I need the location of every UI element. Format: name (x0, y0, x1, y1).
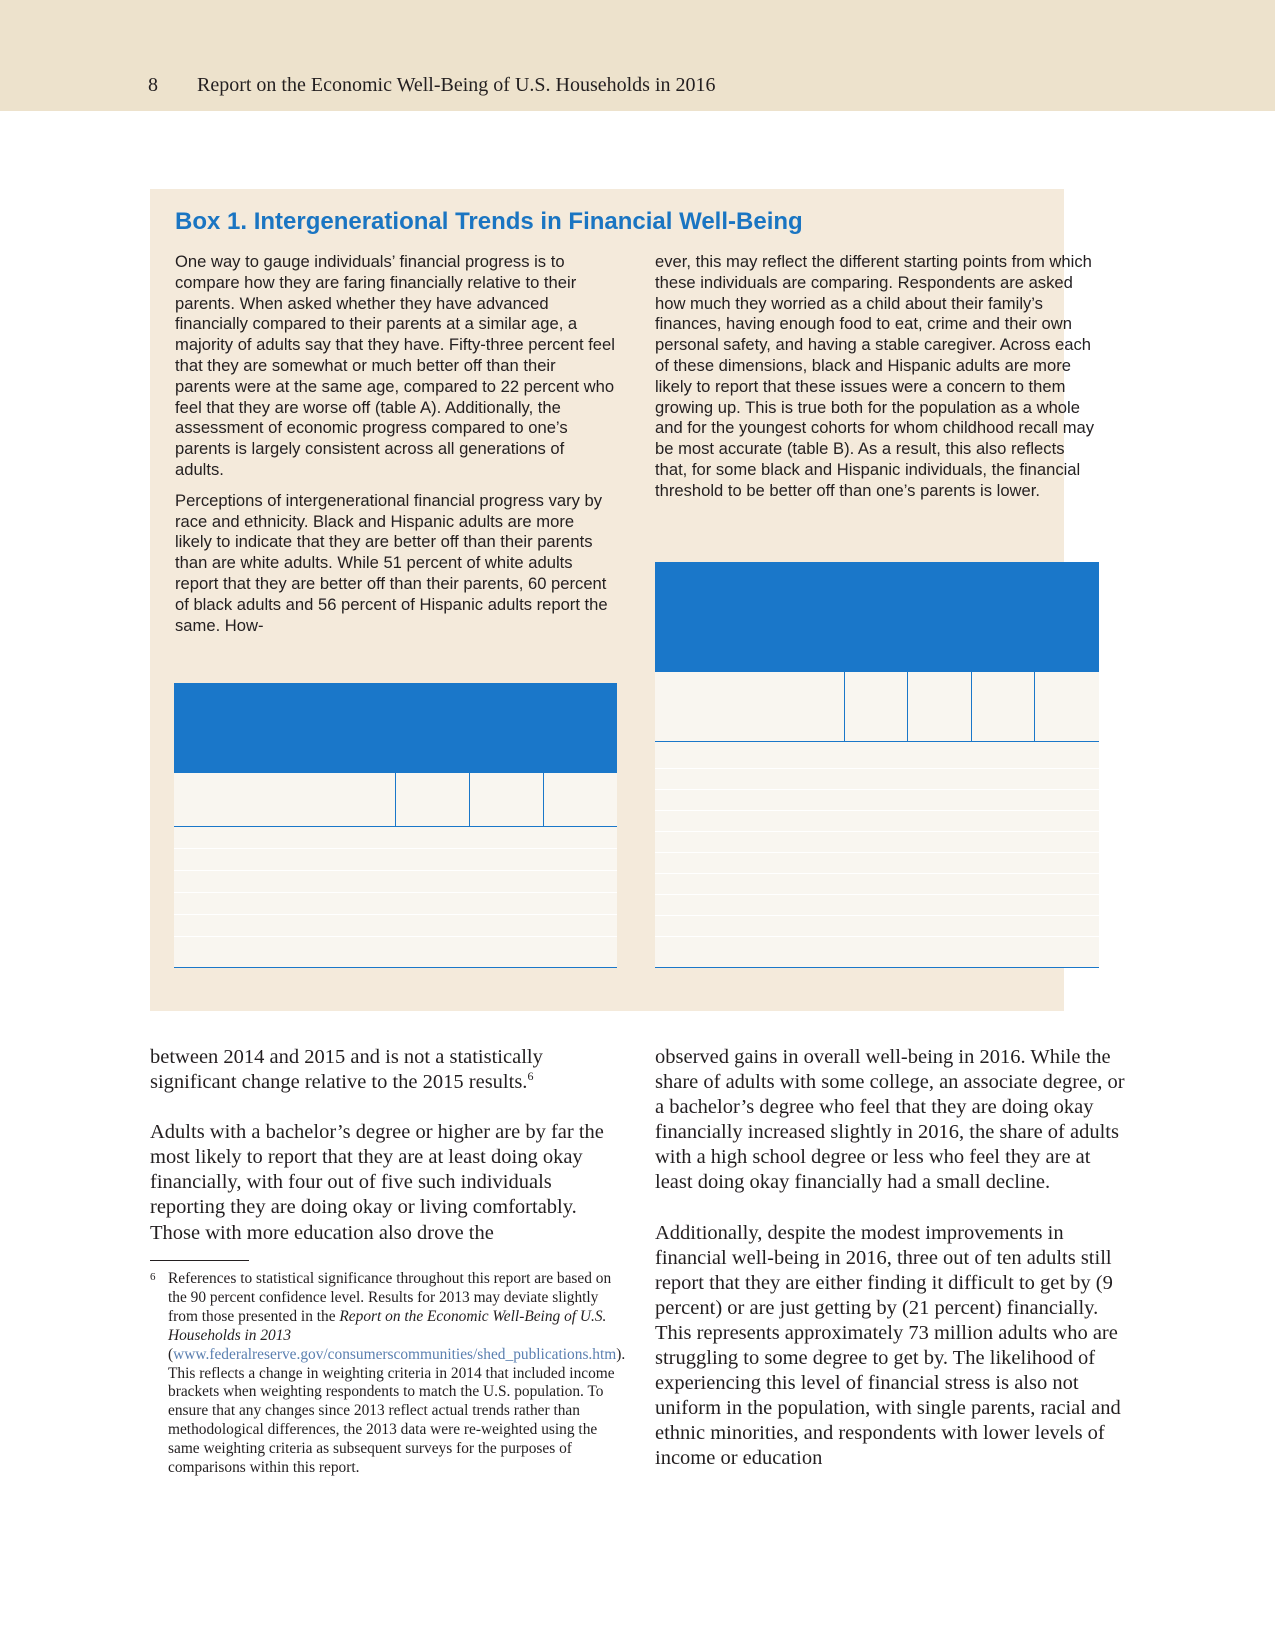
table-row (655, 789, 1099, 790)
table-row (174, 870, 617, 871)
footnote-link[interactable]: www.federalreserve.gov/consumerscommunities/shed_publications.htm (173, 1345, 617, 1363)
body-paragraph (150, 1045, 610, 1095)
page-number: 8 (148, 74, 158, 96)
body-paragraph: Adults with a bachelor’s degree or higher are by far the most likely to report that they are at least doing okay financially, with four out of five such individuals reporting they are doing okay or living comfortably. Those with more education also drove the (150, 1121, 604, 1244)
box-paragraph: ever, this may reflect the different starting points from which these individuals are comparing. Respondents are asked how much they worried as a child about their family’s finances, having enough food to eat, crime and their own personal safety, and having a stable caregiver. Across each of these dimensions, black and Hispanic adults are more likely to report that these issues were a concern to them growing up. This is true both for the population as a whole and for the youngest cohorts for whom childhood recall may be most accurate (table B). As a result, this also reflects that, for some black and Hispanic individuals, the financial threshold to be better off than one’s parents is lower. (655, 252, 1095, 500)
table-row (655, 831, 1099, 832)
body-paragraph: observed gains in overall well-being in 2016. While the share of adults with some college, an associate degree, or a bachelor’s degree who feel that they are doing okay financially increased slightly in 2016, the share of adults with a high school degree or less who feel they are at least doing okay financially had a small decline. (655, 1046, 1125, 1194)
footnote-rule (150, 1260, 249, 1261)
table-row (655, 810, 1099, 811)
column-rule (395, 773, 396, 826)
column-rule (907, 672, 908, 741)
table-a-column-headers (174, 773, 617, 827)
box-title: Box 1. Intergenerational Trends in Financial Well-Being (175, 208, 803, 235)
footnote-report-title: Report on the Economic Well-Being of U.S. Households in 2013 (168, 1307, 607, 1344)
footnote-text: ( (168, 1345, 174, 1363)
table-b (655, 562, 1099, 968)
table-b-column-headers (655, 672, 1099, 742)
table-row (655, 894, 1099, 895)
column-rule (469, 773, 470, 826)
footnote-text: ). This reflects a change in weighting criteria in 2014 that included income brackets when weighting respondents to match the U.S. population. To ensure that any changes since 2013 reflect actual trends rather than methodological differences, the 2013 data were re-weighted using the same weighting criteria as subsequent surveys for the purposes of comparisons within this report. (168, 1345, 626, 1477)
table-a-header (174, 683, 617, 773)
table-row (174, 848, 617, 849)
table-row (655, 768, 1099, 769)
table-a (174, 683, 617, 968)
table-row (174, 892, 617, 893)
table-b-header (655, 562, 1099, 672)
box-paragraph: Perceptions of intergenerational financial progress vary by race and ethnicity. Black and Hispanic adults are more likely to indicate that they are better off than their parents than are white adults. While 51 percent of white adults report that they are better off than their parents, 60 percent of black adults and 56 percent of Hispanic adults report the same. How- (175, 490, 608, 635)
column-rule (1034, 672, 1035, 741)
table-row (174, 914, 617, 915)
box-paragraph: One way to gauge individuals’ financial progress is to compare how they are faring financially relative to their parents. When asked whether they have advanced financially compared to their parents at a similar age, a majority of adults say that they have. Fifty-three percent feel that they are somewhat or much better off than their parents were at the same age, compared to 22 percent who feel that they are worse off (table A). Additionally, the assessment of economic progress compared to one’s parents is largely consistent across all generations of adults. (175, 252, 615, 479)
footnote (150, 1270, 626, 1478)
column-rule (844, 672, 845, 741)
box-right-column (655, 252, 1095, 502)
footnote-text: References to statistical significance throughout this report are based on the 90 percent confidence level. Results for 2013 may deviate slightly from those presented in the (168, 1270, 612, 1325)
body-text: between 2014 and 2015 and is not a statistically significant change relative to the 2015 results. (150, 1046, 543, 1094)
table-bottom-rule (174, 967, 617, 968)
body-left-column (150, 1045, 610, 1246)
table-row (174, 936, 617, 937)
box-left-column (175, 252, 615, 636)
footnote-number: 6 (150, 1271, 156, 1283)
table-row (655, 873, 1099, 874)
box-1 (150, 189, 1095, 1011)
running-title: Report on the Economic Well-Being of U.S. Households in 2016 (197, 74, 716, 96)
footnote-body (168, 1270, 626, 1478)
column-rule (543, 773, 544, 826)
table-row (655, 915, 1099, 916)
table-row (655, 936, 1099, 937)
column-rule (971, 672, 972, 741)
table-row (655, 852, 1099, 853)
body-right-column (655, 1045, 1125, 1472)
table-bottom-rule (655, 967, 1099, 968)
body-paragraph: Additionally, despite the modest improvements in financial well-being in 2016, three out of ten adults still report that they are either finding it difficult to get by (9 percent) or are just getting by (21 percent) financially. This represents approximately 73 million adults who are struggling to some degree to get by. The likelihood of experiencing this level of financial stress is also not uniform in the population, with single parents, racial and ethnic minorities, and respondents with lower levels of income or education (655, 1221, 1121, 1470)
footnote-reference[interactable]: 6 (527, 1069, 534, 1084)
